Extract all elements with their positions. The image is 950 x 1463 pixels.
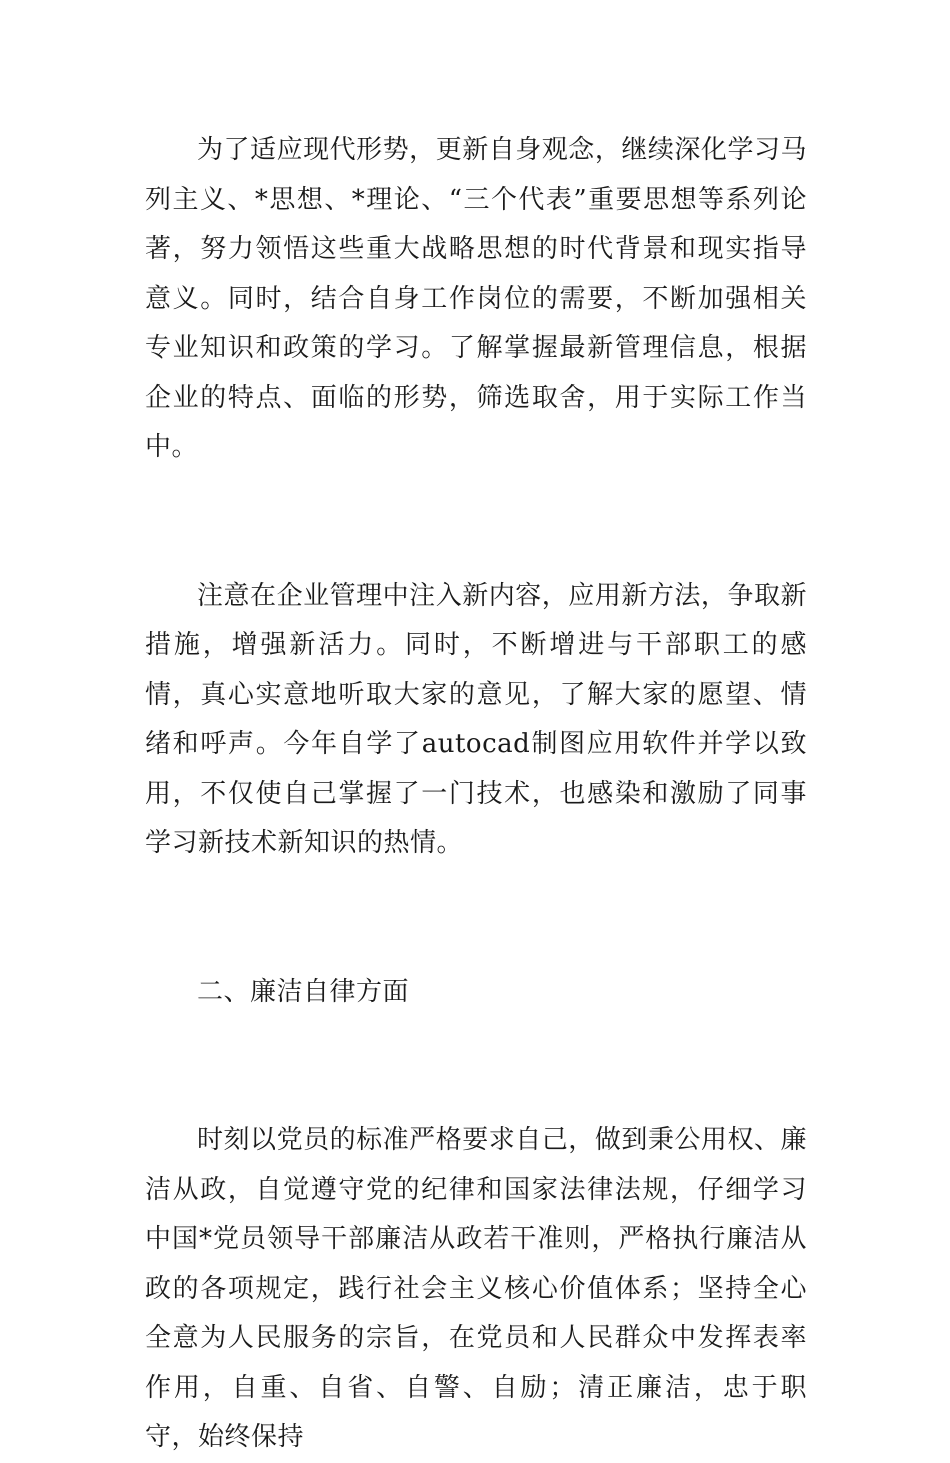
paragraph-gap xyxy=(145,473,807,572)
section-heading-integrity: 二、廉洁自律方面 xyxy=(197,976,410,1007)
document-page xyxy=(145,126,807,1463)
paragraph-management: 注意在企业管理中注入新内容，应用新方法，争取新措施，增强新活力。同时，不断增进与干部职工的感情，真心实意地听取大家的意见，了解大家的愿望、情绪和呼声。今年自学了autocad制图应用软件并学以致用，不仅使自己掌握了一门技术，也感染和激励了同事学习新技术新知识的热情。 xyxy=(145,580,807,858)
paragraph-gap xyxy=(145,1017,807,1116)
paragraph-study: 为了适应现代形势，更新自身观念，继续深化学习马列主义、*思想、*理论、“三个代表”重要思想等系列论著，努力领悟这些重大战略思想的时代背景和现实指导意义。同时，结合自身工作岗位的需要，不断加强相关专业知识和政策的学习。了解掌握最新管理信息，根据企业的特点、面临的形势，筛选取舍，用于实际工作当中。 xyxy=(145,135,807,462)
paragraph-integrity: 时刻以党员的标准严格要求自己，做到秉公用权、廉洁从政，自觉遵守党的纪律和国家法律法规，仔细学习中国*党员领导干部廉洁从政若干准则，严格执行廉洁从政的各项规定，践行社会主义核心价值体系；坚持全心全意为人民服务的宗旨，在党员和人民群众中发挥表率作用，自重、自省、自警、自励；清正廉洁，忠于职守，始终保持 xyxy=(145,1125,807,1452)
paragraph-gap xyxy=(145,869,807,968)
